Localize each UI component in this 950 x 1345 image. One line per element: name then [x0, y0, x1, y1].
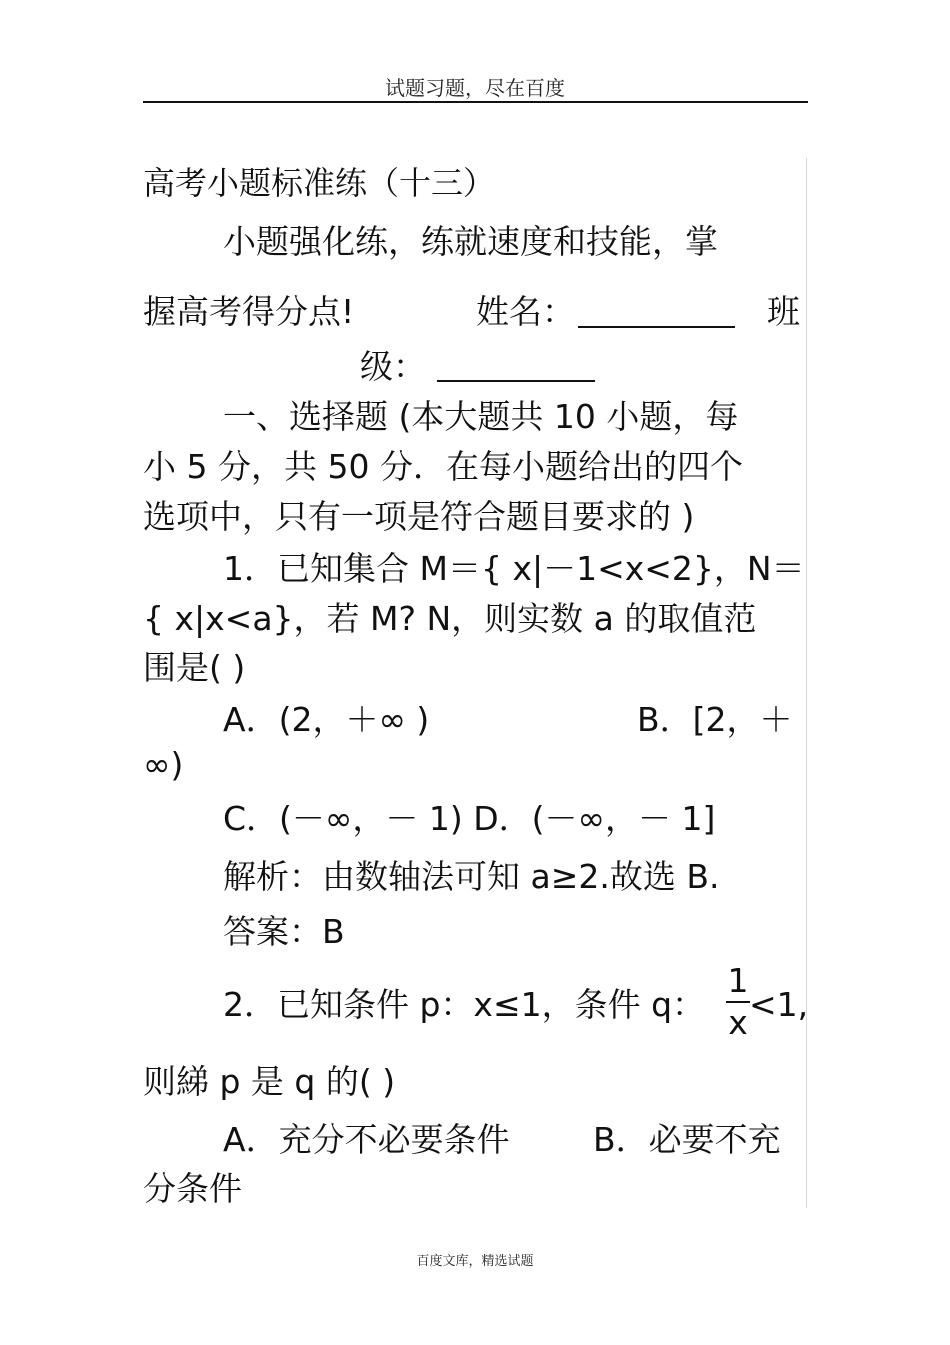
- intro-line-2: 握高考得分点!: [143, 292, 355, 331]
- intro-line-1: 小题强化练，练就速度和技能，掌: [223, 222, 718, 261]
- name-label: 姓名：: [476, 292, 575, 331]
- q2-stem-line-2: 则綈 p 是 q 的( ): [143, 1062, 396, 1101]
- name-blank: [578, 296, 735, 328]
- q2-option-b-continued: 分条件: [143, 1169, 242, 1208]
- class-label-part-2: 级：: [360, 347, 426, 386]
- section-heading-line-3: 选项中，只有一项是符合题目要求的 ): [143, 497, 695, 536]
- q1-option-b: B．[2，＋: [637, 700, 793, 739]
- q1-option-a: A．(2，＋∞ ): [223, 700, 430, 739]
- q1-stem-line-3: 围是( ): [143, 648, 246, 687]
- doc-title: 高考小题标准练（十三）: [143, 164, 496, 202]
- page-header-title: 试题习题，尽在百度: [385, 76, 565, 100]
- header-rule: [143, 101, 808, 103]
- page-footer: 百度文库，精选试题: [416, 1254, 534, 1269]
- q1-option-b-continued: ∞): [143, 745, 184, 784]
- q2-fraction: [726, 963, 750, 1041]
- q1-stem-line-2: { x|x<a}，若 M? N，则实数 a 的取值范: [143, 599, 757, 638]
- q2-option-a: A．充分不必要条件: [223, 1120, 510, 1159]
- section-heading-line-1: 一、选择题 (本大题共 10 小题，每: [223, 397, 739, 436]
- q2-stem-line-1: 2．已知条件 p：x≤1，条件 q：: [223, 985, 706, 1024]
- q1-stem-line-1: 1．已知集合 M＝{ x|－1<x<2}，N＝: [223, 549, 805, 588]
- q1-analysis: 解析：由数轴法可知 a≥2.故选 B.: [223, 857, 720, 896]
- q1-answer: 答案：B: [223, 912, 345, 951]
- class-blank: [437, 350, 595, 382]
- section-heading-line-2: 小 5 分，共 50 分．在每小题给出的四个: [143, 447, 743, 486]
- q1-options-c-d: C．(－∞，－ 1) D．(－∞，－ 1]: [223, 799, 716, 838]
- right-margin-rule: [806, 158, 807, 1208]
- class-label-part-1: 班: [767, 292, 800, 331]
- q2-option-b: B．必要不充: [593, 1120, 781, 1159]
- fraction-denominator: x: [728, 1003, 748, 1042]
- q2-stem-line-1-tail: <1,: [749, 985, 809, 1024]
- fraction-numerator: 1: [727, 961, 749, 1000]
